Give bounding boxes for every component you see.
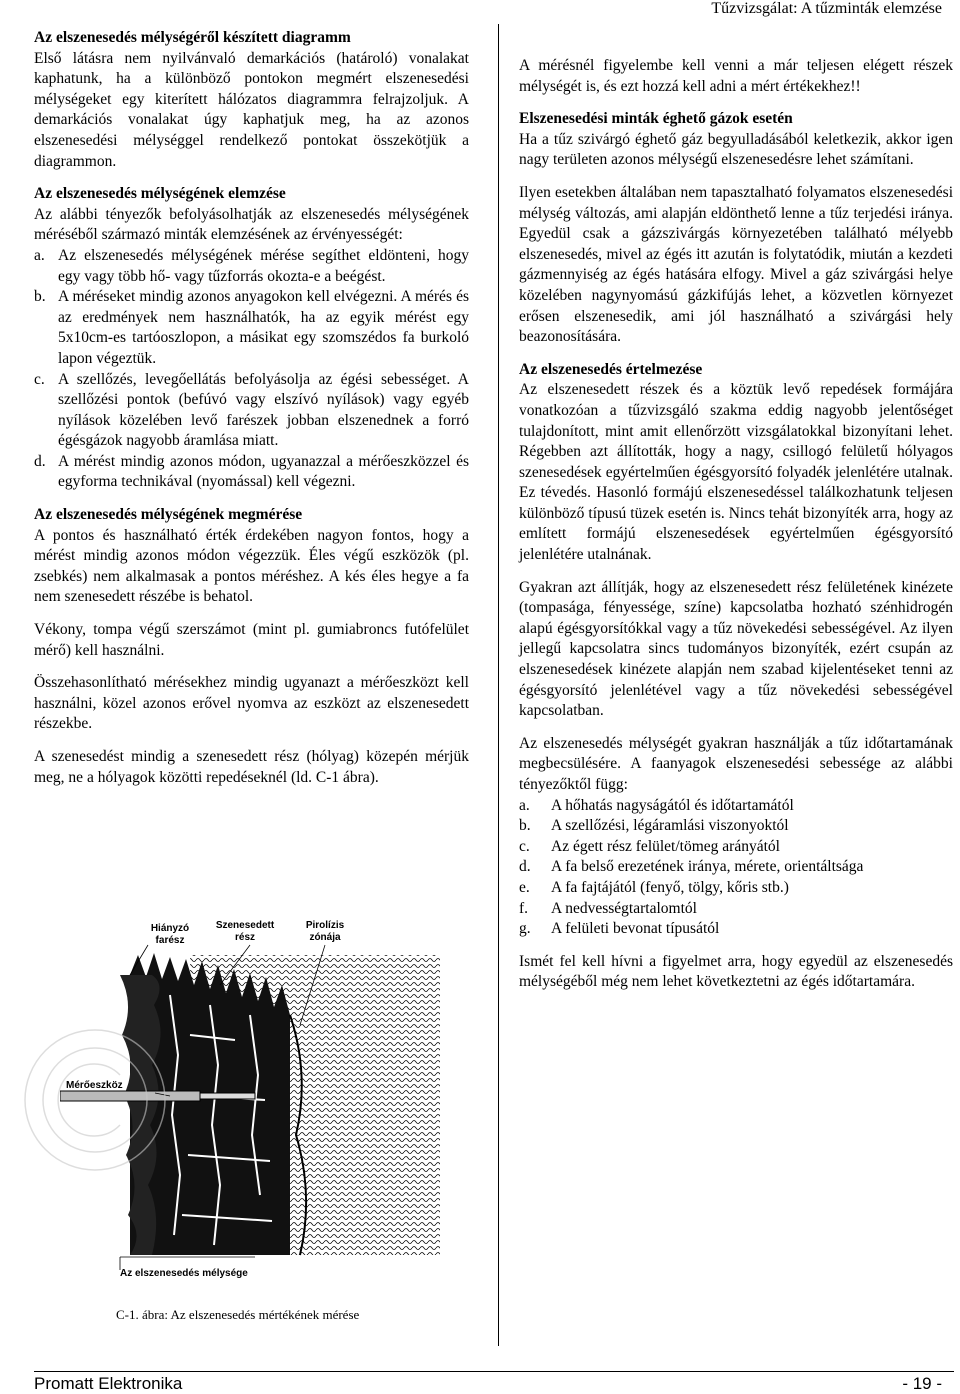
list-text: A fa fajtájától (fenyő, tölgy, kőris stb.) <box>551 878 789 896</box>
page-number: - 19 - <box>902 1374 942 1393</box>
measure-paragraph-2: Vékony, tompa végű szerszámot (mint pl. gumiabroncs futófelület mérő) kell használni. <box>34 621 469 659</box>
measure-paragraph-3: Összehasonlítható mérésekhez mindig ugyanazt a mérőeszközt kell használni, közel azonos erővel nyomva az eszközt az elszenesedett részekbe. <box>34 674 469 733</box>
list-text: A szellőzési, légáramlási viszonyoktól <box>551 817 789 835</box>
list-text: A fa belső erezetének iránya, mérete, orientáltsága <box>551 858 864 876</box>
list-text: Az égett rész felület/tömeg arányától <box>551 837 780 855</box>
list-item <box>34 370 469 452</box>
list-text: A mérést mindig azonos módon, ugyanazzal a mérőeszközzel és egyforma technikával (nyomással) kell végezni. <box>58 452 469 491</box>
section-heading-diagram: Az elszenesedés mélységéről készített diagramm <box>34 29 351 46</box>
char-depth-figure <box>60 915 460 1290</box>
analysis-list <box>34 246 469 493</box>
list-item <box>34 246 469 287</box>
interpretation-paragraph-3: Az elszenesedés mélységét gyakran használják a tűz időtartamának megbecsülésére. A faanyagok elszenesedési sebessége az alábbi tényezőktől függ: <box>519 734 953 793</box>
section-heading-gas: Elszenesedési minták éghető gázok esetén <box>519 110 793 128</box>
measuring-tool <box>60 1091 200 1101</box>
list-item <box>519 837 953 858</box>
column-divider <box>498 24 499 1346</box>
list-letter: b. <box>34 288 46 306</box>
list-letter: b. <box>519 817 531 835</box>
list-item <box>519 919 953 940</box>
right-intro: A mérésnél figyelembe kell venni a már teljesen elégett részek mélységét is, és ezt hozzá kell adni a mért értékekhez!! <box>519 57 953 95</box>
list-item <box>519 857 953 878</box>
interpretation-paragraph-2: Gyakran azt állítják, hogy az elszenesedett rész felületének kinézete (tompasága, fényessége, színe) kapcsolatba hozható szénhidrogén alapú égésgyorsítókkal vagy a tűz növekedési sebességével. Az ilyen jellegű kapcsolatra sincs tudományos bizonyíték, ezért csupán az elszenesedések kinézete alapján nem szabad kijelentéseket tenni az égésgyorsító jelenlétével vagy a tűz növekedési sebességével kapcsolatban. <box>519 578 953 720</box>
list-text: A szellőzés, levegőellátás befolyásolja az égési sebességet. A szellőzési pontok (befúvó vagy elszívó nyílások) vagy egyéb nyílások közelében levő farészek jobban elszenednek a forró égésgázok nagyobb áramlása miatt. <box>58 370 469 450</box>
list-letter: g. <box>519 920 531 938</box>
label-char-depth: Az elszenesedés mélysége <box>120 1268 248 1279</box>
label-missing-wood: Hiányzó farész <box>150 923 190 946</box>
label-pyrolysis-zone: Pirolízis zónája <box>305 920 345 943</box>
list-item <box>519 796 953 817</box>
section-heading-interpretation: Az elszenesedés értelmezése <box>519 360 703 378</box>
footer-rule <box>34 1371 954 1372</box>
diagram-paragraph: Első látásra nem nyilvánvaló demarkációs (határoló) vonalakat kaphatunk, ha a különböző pontokon megmért elszenesedési mélységeket egy kiterített hálózatos diagrammra felrajzoljuk. A demarkációs vonalakat úgy kaphatjuk meg, ha az azonos elszenesedési mélységgel rendelkező pontokat összekötjük a diagrammon. <box>34 49 469 170</box>
label-measuring-tool: Mérőeszköz <box>66 1080 123 1091</box>
list-letter: a. <box>34 246 45 264</box>
measure-paragraph-4: A szenesedést mindig a szenesedett rész (hólyag) közepén mérjük meg, ne a hólyagok közötti repedéseknél (ld. C-1 ábra). <box>34 748 469 786</box>
interpretation-paragraph-4: Ismét fel kell hívni a figyelmet arra, hogy egyedül az elszenesedés mélységéből még nem lehet következtetni az égés időtartamára. <box>519 952 953 991</box>
list-letter: c. <box>519 837 530 855</box>
list-item <box>519 878 953 899</box>
gas-paragraph-1: Ha a tűz szivárgó éghető gáz begyulladásából keletkezik, akkor igen nagy területen azonos mélységű elszenesedésre lehet számítani. <box>519 130 953 169</box>
list-text: A felületi bevonat típusától <box>551 920 720 938</box>
list-text: A méréseket mindig azonos anyagokon kell elvégezni. A mérés és az eredmények nem használhatók, ha az egyik mérést egy 5x10cm-es tartóoszlopon, a másikat egy szomszédos fa burkoló lapon végeztük. <box>58 288 469 367</box>
list-letter: f. <box>519 899 529 917</box>
section-heading-analysis: Az elszenesedés mélységének elemzése <box>34 185 286 203</box>
list-item <box>519 899 953 920</box>
footer-company: Promatt Elektronika <box>34 1374 183 1393</box>
gas-paragraph-2: Ilyen esetekben általában nem tapasztalható folyamatos elszenesedési mélység változás, ami alapján eldönthető lenne a tűz terjedési iránya. Egyedül csak a gázszivárgás környezetében található mélyebb elszenesedés, mivel az égés itt azután is folytatódik, miután a kezdeti gázmennyiség az égés hatására elfogy. Mivel a gáz szivárgási helye közelében nagynyomású gázkifújás lehet, a közvetlen környezet erősen elszenesedik, ami jól használható a szivárgási hely beazonosítására. <box>519 183 953 346</box>
list-letter: e. <box>519 878 530 896</box>
right-column <box>519 56 953 1005</box>
char-blister <box>120 975 161 1255</box>
list-text: A hőhatás nagyságától és időtartamától <box>551 796 794 814</box>
list-letter: d. <box>519 858 531 876</box>
list-letter: a. <box>519 796 530 814</box>
list-item <box>34 452 469 493</box>
list-item <box>519 816 953 837</box>
label-charred-part: Szenesedett rész <box>215 920 275 943</box>
running-title: Tűzvizsgálat: A tűzminták elemzése <box>711 0 942 17</box>
section-heading-measure: Az elszenesedés mélységének megmérése <box>34 506 303 524</box>
figure-caption: C-1. ábra: Az elszenesedés mértékének mérése <box>116 1307 360 1322</box>
list-letter: d. <box>34 452 46 470</box>
list-letter: c. <box>34 370 45 388</box>
factor-list <box>519 796 953 940</box>
analysis-intro: Az alábbi tényezők befolyásolhatják az elszenesedés mélységének méréséből származó minták elemzésének az érvényességét: <box>34 205 469 244</box>
interpretation-paragraph-1: Az elszenesedett részek és a köztük levő repedések formájára vonatkozóan a tűzvizsgáló szakma eddig nagyobb jelentőséget tulajdonított, mint amit ellenőrzött vizsgálatokkal bizonyítani lehet. Régebben azt állították, hogy a nagy, csillogó felületű hólyagos szenesedések egyértelműen égésgyorsító folyadék jelenlétére utalnak. Ez tévedés. Hasonló formájú elszenesedéssel találkozhatunk teljesen különböző típusú tüzek esetén is. Nincs tehát bizonyíték arra, hogy az említett formájú elszenesedések egyértelműen égésgyorsító jelenlétére utalnának. <box>519 381 953 564</box>
left-column <box>34 28 469 800</box>
list-text: A nedvességtartalomtól <box>551 899 697 917</box>
list-item <box>34 287 469 369</box>
char-depth-illustration <box>60 915 460 1290</box>
measure-paragraph-1: A pontos és használható érték érdekében nagyon fontos, hogy a mérést mindig azonos módon végezzük. Éles végű eszközök (pl. zsebkés) nem alkalmasak a pontos méréshez. A kés éles hegye a fa nem szenesedett részébe is behatol. <box>34 526 469 606</box>
list-text: Az elszenesedés mélységének mérése segíthet eldönteni, hogy egy vagy több hő- vagy tűzforrás okozta-e a beégést. <box>58 246 469 285</box>
measuring-probe <box>200 1093 255 1099</box>
